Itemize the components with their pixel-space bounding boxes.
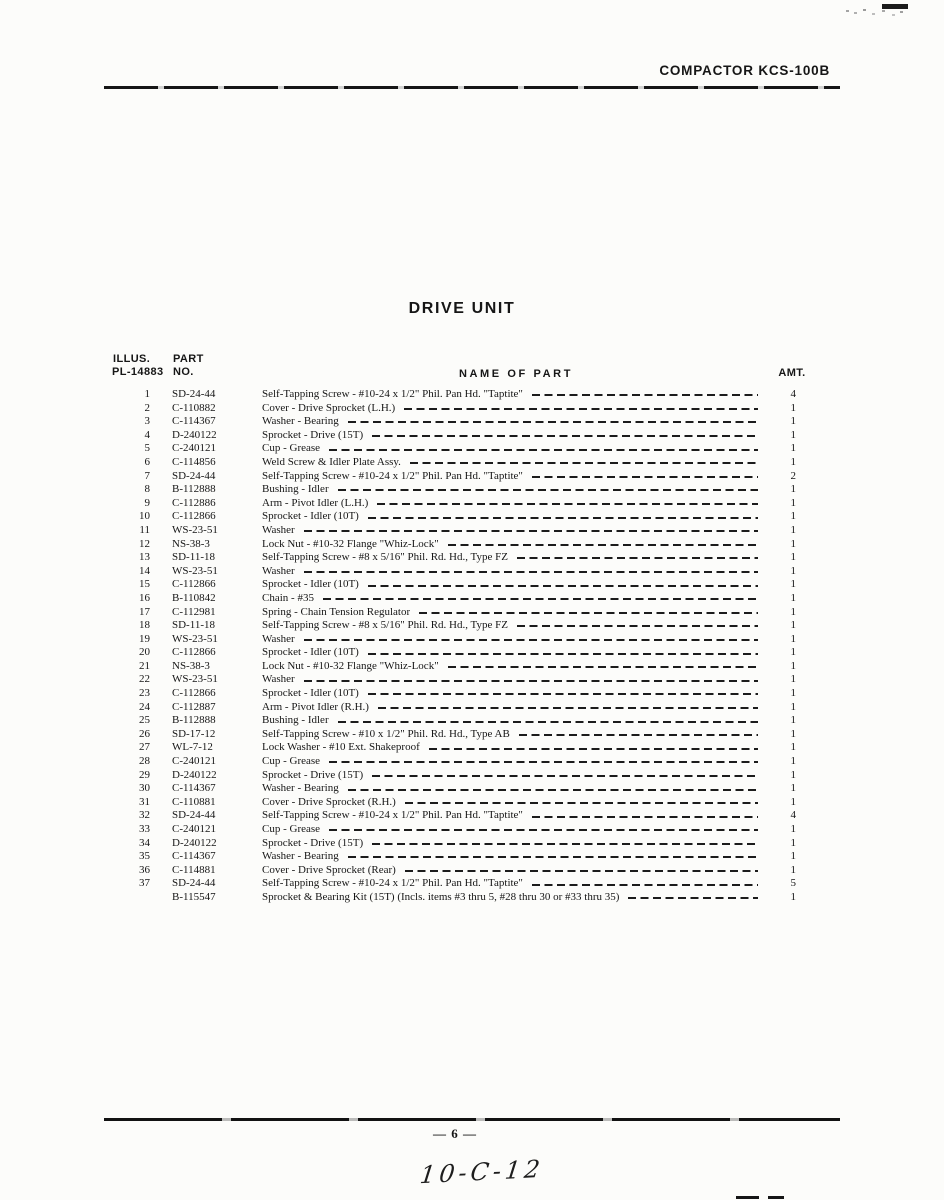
part-name: Sprocket - Drive (15T) — [262, 768, 364, 781]
part-number-cell: C-112866 — [172, 578, 216, 591]
name-cell — [262, 728, 774, 742]
name-cell — [262, 592, 774, 606]
dash-leader — [532, 884, 758, 886]
table-row — [112, 687, 796, 701]
name-cell — [262, 619, 774, 633]
part-name: Washer — [262, 523, 295, 536]
dash-leader — [338, 489, 758, 491]
illus-cell: 35 — [139, 850, 150, 863]
part-number-cell: B-110842 — [172, 591, 216, 604]
part-number-cell: D-240122 — [172, 428, 217, 441]
amount-cell: 1 — [790, 755, 796, 768]
dash-leader — [348, 421, 758, 423]
table-row — [112, 877, 796, 891]
part-name: Bushing - Idler — [262, 714, 329, 727]
name-cell — [262, 850, 774, 864]
part-name: Sprocket - Idler (10T) — [262, 578, 359, 591]
dash-leader — [448, 544, 758, 546]
illus-cell: 13 — [139, 551, 150, 564]
name-cell — [262, 877, 774, 891]
dash-leader — [323, 598, 758, 600]
table-row — [112, 483, 796, 497]
name-cell — [262, 864, 774, 878]
name-cell — [262, 415, 774, 429]
amount-cell: 1 — [790, 795, 796, 808]
dash-leader — [368, 517, 758, 519]
part-name: Self-Tapping Screw - #10-24 x 1/2" Phil. Pan Hd. "Taptite" — [262, 469, 523, 482]
name-cell — [262, 796, 774, 810]
column-header-amount: AMT. — [778, 367, 806, 379]
part-number-cell: C-112866 — [172, 687, 216, 700]
amount-cell: 1 — [790, 782, 796, 795]
dash-leader — [304, 571, 758, 573]
illus-cell: 37 — [139, 877, 150, 890]
part-name: Cover - Drive Sprocket (R.H.) — [262, 795, 396, 808]
illus-cell: 20 — [139, 646, 150, 659]
table-row — [112, 701, 796, 715]
amount-cell: 1 — [790, 768, 796, 781]
part-number-cell: C-112887 — [172, 700, 216, 713]
part-number-cell: B-112888 — [172, 714, 216, 727]
part-number-cell: NS-38-3 — [172, 537, 210, 550]
part-name: Cover - Drive Sprocket (Rear) — [262, 863, 396, 876]
table-row — [112, 728, 796, 742]
dash-leader — [404, 408, 758, 410]
illus-cell: 32 — [139, 809, 150, 822]
part-name: Washer — [262, 564, 295, 577]
part-name: Washer — [262, 673, 295, 686]
part-name: Bushing - Idler — [262, 483, 329, 496]
table-row — [112, 538, 796, 552]
amount-cell: 1 — [790, 591, 796, 604]
name-cell — [262, 837, 774, 851]
table-row — [112, 524, 796, 538]
table-row — [112, 850, 796, 864]
amount-cell: 1 — [790, 483, 796, 496]
amount-cell: 1 — [790, 619, 796, 632]
part-number-cell: C-240121 — [172, 755, 216, 768]
dash-leader — [348, 789, 758, 791]
part-number-cell: B-115547 — [172, 890, 216, 903]
illus-cell: 22 — [139, 673, 150, 686]
dash-leader — [532, 476, 758, 478]
part-name: Arm - Pivot Idler (R.H.) — [262, 700, 369, 713]
part-name: Cover - Drive Sprocket (L.H.) — [262, 401, 396, 414]
model-label: COMPACTOR KCS-100B — [659, 63, 830, 78]
part-number-cell: SD-17-12 — [172, 727, 216, 740]
name-cell — [262, 701, 774, 715]
amount-cell: 4 — [790, 388, 796, 400]
table-row — [112, 388, 796, 402]
illus-cell: 33 — [139, 823, 150, 835]
part-number-cell: SD-24-44 — [172, 469, 216, 482]
dash-leader — [419, 612, 758, 614]
part-number-cell: C-114367 — [172, 782, 216, 795]
part-number-cell: WS-23-51 — [172, 673, 218, 686]
part-number-cell: C-114367 — [172, 415, 216, 428]
scan-artifact-bottom-right — [736, 1196, 759, 1199]
illus-cell: 1 — [144, 388, 150, 400]
table-row — [112, 429, 796, 443]
part-name: Sprocket & Bearing Kit (15T) (Incls. items #3 thru 5, #28 thru 30 or #33 thru 35) — [262, 890, 620, 903]
table-row — [112, 796, 796, 810]
illus-cell: 23 — [139, 687, 150, 700]
scan-artifact-bottom-right — [768, 1196, 784, 1199]
dash-leader — [368, 693, 758, 695]
amount-cell: 1 — [790, 442, 796, 455]
table-row — [112, 510, 796, 524]
amount-cell: 1 — [790, 632, 796, 645]
part-name: Sprocket - Drive (15T) — [262, 836, 364, 849]
illus-cell: 10 — [139, 510, 150, 523]
part-name: Self-Tapping Screw - #10-24 x 1/2" Phil. Pan Hd. "Taptite" — [262, 809, 523, 822]
name-cell — [262, 470, 774, 484]
amount-cell: 1 — [790, 496, 796, 509]
name-cell — [262, 769, 774, 783]
table-row — [112, 714, 796, 728]
name-cell — [262, 402, 774, 416]
document-header — [0, 63, 830, 78]
part-name: Arm - Pivot Idler (L.H.) — [262, 496, 369, 509]
part-name: Lock Nut - #10-32 Flange "Whiz-Lock" — [262, 537, 439, 550]
amount-cell: 1 — [790, 564, 796, 577]
part-name: Sprocket - Idler (10T) — [262, 646, 359, 659]
illus-cell: 15 — [139, 578, 150, 591]
illus-cell: 17 — [139, 605, 150, 618]
name-cell — [262, 538, 774, 552]
dash-leader — [628, 897, 758, 899]
illus-cell: 30 — [139, 782, 150, 795]
part-name: Cup - Grease — [262, 823, 321, 835]
table-row — [112, 578, 796, 592]
table-row — [112, 402, 796, 416]
name-cell — [262, 809, 774, 823]
name-cell — [262, 782, 774, 796]
name-cell — [262, 891, 774, 905]
part-name: Self-Tapping Screw - #10-24 x 1/2" Phil. Pan Hd. "Taptite" — [262, 877, 523, 890]
illus-cell — [112, 891, 150, 905]
dash-leader — [348, 856, 758, 858]
illus-cell: 4 — [144, 428, 150, 441]
name-cell — [262, 510, 774, 524]
table-row — [112, 470, 796, 484]
part-number-cell: C-112866 — [172, 510, 216, 523]
footer-rule — [104, 1118, 840, 1121]
part-number-cell: C-110882 — [172, 401, 216, 414]
page-title: DRIVE UNIT — [408, 300, 516, 317]
illus-cell: 16 — [139, 591, 150, 604]
table-row — [112, 442, 796, 456]
dash-leader — [368, 653, 758, 655]
name-cell — [262, 551, 774, 565]
name-cell — [262, 565, 774, 579]
illus-cell: 2 — [144, 401, 150, 414]
name-cell — [262, 524, 774, 538]
dash-leader — [304, 639, 758, 641]
dash-leader — [368, 585, 758, 587]
illus-cell: 7 — [144, 469, 150, 482]
dash-leader — [448, 666, 758, 668]
illus-cell: 19 — [139, 632, 150, 645]
column-header-name: NAME OF PART — [458, 368, 574, 380]
name-cell — [262, 714, 774, 728]
amount-cell: 1 — [790, 510, 796, 523]
amount-cell: 1 — [790, 578, 796, 591]
illus-cell: 14 — [139, 564, 150, 577]
illus-cell: 26 — [139, 727, 150, 740]
name-cell — [262, 578, 774, 592]
amount-cell: 1 — [790, 551, 796, 564]
dash-leader — [429, 748, 758, 750]
table-row — [112, 741, 796, 755]
part-name: Washer — [262, 632, 295, 645]
illus-cell: 8 — [144, 483, 150, 496]
part-number-cell: C-114856 — [172, 455, 216, 468]
amount-cell: 1 — [790, 850, 796, 863]
handwritten-note: 10-C-12 — [418, 1154, 546, 1190]
dash-leader — [517, 557, 758, 559]
amount-cell: 2 — [790, 469, 796, 482]
part-name: Sprocket - Idler (10T) — [262, 510, 359, 523]
part-number-cell: C-110881 — [172, 795, 216, 808]
name-cell — [262, 606, 774, 620]
dash-leader — [329, 761, 758, 763]
dash-leader — [378, 707, 758, 709]
name-cell — [262, 633, 774, 647]
dash-leader — [410, 462, 758, 464]
column-header-part: PART — [173, 353, 204, 365]
dash-leader — [338, 721, 758, 723]
amount-cell: 1 — [790, 727, 796, 740]
illus-cell: 31 — [139, 795, 150, 808]
table-row — [112, 673, 796, 687]
illus-cell: 21 — [139, 659, 150, 672]
amount-cell: 1 — [790, 823, 796, 835]
part-number-cell: C-112886 — [172, 496, 216, 509]
part-name: Cup - Grease — [262, 755, 321, 768]
table-row — [112, 823, 796, 837]
amount-cell: 1 — [790, 523, 796, 536]
name-cell — [262, 442, 774, 456]
name-cell — [262, 429, 774, 443]
amount-cell: 1 — [790, 646, 796, 659]
scan-artifact-top-right — [882, 4, 908, 9]
part-name: Washer - Bearing — [262, 850, 339, 863]
amount-cell: 1 — [790, 836, 796, 849]
part-number-cell: SD-11-18 — [172, 551, 215, 564]
table-row — [112, 551, 796, 565]
amount-cell: 1 — [790, 537, 796, 550]
name-cell — [262, 388, 774, 402]
name-cell — [262, 823, 774, 837]
table-row — [112, 864, 796, 878]
part-name: Self-Tapping Screw - #8 x 5/16" Phil. Rd. Hd., Type FZ — [262, 551, 508, 564]
part-number-cell: C-112981 — [172, 605, 216, 618]
amount-cell: 4 — [790, 809, 796, 822]
amount-cell: 1 — [790, 455, 796, 468]
part-name: Spring - Chain Tension Regulator — [262, 605, 411, 618]
table-row — [112, 769, 796, 783]
table-row — [112, 660, 796, 674]
name-cell — [262, 456, 774, 470]
illus-cell: 36 — [139, 863, 150, 876]
part-name: Self-Tapping Screw - #8 x 5/16" Phil. Rd. Hd., Type FZ — [262, 619, 508, 632]
table-row — [112, 646, 796, 660]
part-name: Lock Nut - #10-32 Flange "Whiz-Lock" — [262, 659, 439, 672]
dash-leader — [532, 394, 758, 396]
dash-leader — [372, 775, 758, 777]
amount-cell: 1 — [790, 863, 796, 876]
illus-cell: 28 — [139, 755, 150, 768]
part-number-cell: WS-23-51 — [172, 564, 218, 577]
header-rule — [104, 86, 840, 89]
amount-cell: 1 — [790, 673, 796, 686]
part-number-cell: SD-11-18 — [172, 619, 215, 632]
part-number-cell: C-240121 — [172, 823, 216, 835]
name-cell — [262, 687, 774, 701]
page-number: — 6 — — [433, 1126, 477, 1141]
table-row — [112, 592, 796, 606]
amount-cell: 1 — [790, 401, 796, 414]
part-name: Self-Tapping Screw - #10 x 1/2" Phil. Rd. Hd., Type AB — [262, 727, 510, 740]
dash-leader — [519, 734, 758, 736]
table-row — [112, 497, 796, 511]
table-row — [112, 606, 796, 620]
part-name: Cup - Grease — [262, 442, 321, 455]
amount-cell: 1 — [790, 700, 796, 713]
illus-cell: 12 — [139, 537, 150, 550]
part-number-cell: SD-24-44 — [172, 388, 216, 400]
amount-cell: 1 — [790, 415, 796, 428]
part-name: Lock Washer - #10 Ext. Shakeproof — [262, 741, 420, 754]
table-row — [112, 782, 796, 796]
illus-cell: 27 — [139, 741, 150, 754]
part-number-cell: SD-24-44 — [172, 877, 216, 890]
illus-cell: 18 — [139, 619, 150, 632]
amount-cell: 1 — [790, 714, 796, 727]
table-row — [112, 837, 796, 851]
dash-leader — [329, 829, 758, 831]
table-row — [112, 565, 796, 579]
part-name: Chain - #35 — [262, 591, 314, 604]
part-name: Sprocket - Drive (15T) — [262, 428, 364, 441]
illus-cell: 5 — [144, 442, 150, 455]
illus-cell: 3 — [144, 415, 150, 428]
name-cell — [262, 497, 774, 511]
amount-cell: 1 — [790, 659, 796, 672]
dash-leader — [329, 449, 758, 451]
column-header-illus: ILLUS. — [113, 353, 151, 365]
illus-cell: 6 — [144, 455, 150, 468]
dash-leader — [377, 503, 758, 505]
illus-cell: 9 — [144, 496, 150, 509]
table-row — [112, 456, 796, 470]
part-number-cell: WL-7-12 — [172, 741, 213, 754]
part-number-cell: C-240121 — [172, 442, 216, 455]
part-number-cell: D-240122 — [172, 836, 217, 849]
illus-cell: 34 — [139, 836, 150, 849]
illus-cell: 11 — [139, 523, 150, 536]
part-number-cell: WS-23-51 — [172, 523, 218, 536]
scan-artifact-dots — [846, 10, 849, 12]
dash-leader — [405, 802, 758, 804]
part-number-cell: B-112888 — [172, 483, 216, 496]
table-row — [112, 633, 796, 647]
name-cell — [262, 483, 774, 497]
table-row — [112, 619, 796, 633]
amount-cell: 1 — [790, 741, 796, 754]
name-cell — [262, 741, 774, 755]
amount-cell: 1 — [790, 605, 796, 618]
part-number-cell: C-112866 — [172, 646, 216, 659]
illus-cell: 25 — [139, 714, 150, 727]
amount-cell: 5 — [790, 877, 796, 890]
name-cell — [262, 660, 774, 674]
part-number-cell: D-240122 — [172, 768, 217, 781]
illus-cell: 24 — [139, 700, 150, 713]
name-cell — [262, 673, 774, 687]
part-number-cell: C-114367 — [172, 850, 216, 863]
amount-cell: 1 — [790, 890, 796, 903]
part-name: Weld Screw & Idler Plate Assy. — [262, 455, 401, 468]
table-row — [112, 891, 796, 905]
dash-leader — [304, 530, 758, 532]
part-number-cell: C-114881 — [172, 863, 216, 876]
parts-table-rows — [112, 388, 796, 905]
part-number-cell: NS-38-3 — [172, 659, 210, 672]
part-name: Sprocket - Idler (10T) — [262, 687, 359, 700]
dash-leader — [405, 870, 758, 872]
dash-leader — [304, 680, 758, 682]
column-header-plate-number: PL-14883 — [112, 366, 164, 378]
illus-cell: 29 — [139, 768, 150, 781]
dash-leader — [372, 843, 758, 845]
table-row — [112, 809, 796, 823]
part-name: Washer - Bearing — [262, 782, 339, 795]
part-number-cell: SD-24-44 — [172, 809, 216, 822]
name-cell — [262, 755, 774, 769]
dash-leader — [517, 625, 758, 627]
dash-leader — [372, 435, 758, 437]
part-number-cell: WS-23-51 — [172, 632, 218, 645]
table-row — [112, 755, 796, 769]
amount-cell: 1 — [790, 687, 796, 700]
amount-cell: 1 — [790, 428, 796, 441]
column-header-part-no: NO. — [173, 366, 194, 378]
dash-leader — [532, 816, 758, 818]
table-row — [112, 415, 796, 429]
name-cell — [262, 646, 774, 660]
part-name: Washer - Bearing — [262, 415, 339, 428]
part-name: Self-Tapping Screw - #10-24 x 1/2" Phil. Pan Hd. "Taptite" — [262, 388, 523, 400]
